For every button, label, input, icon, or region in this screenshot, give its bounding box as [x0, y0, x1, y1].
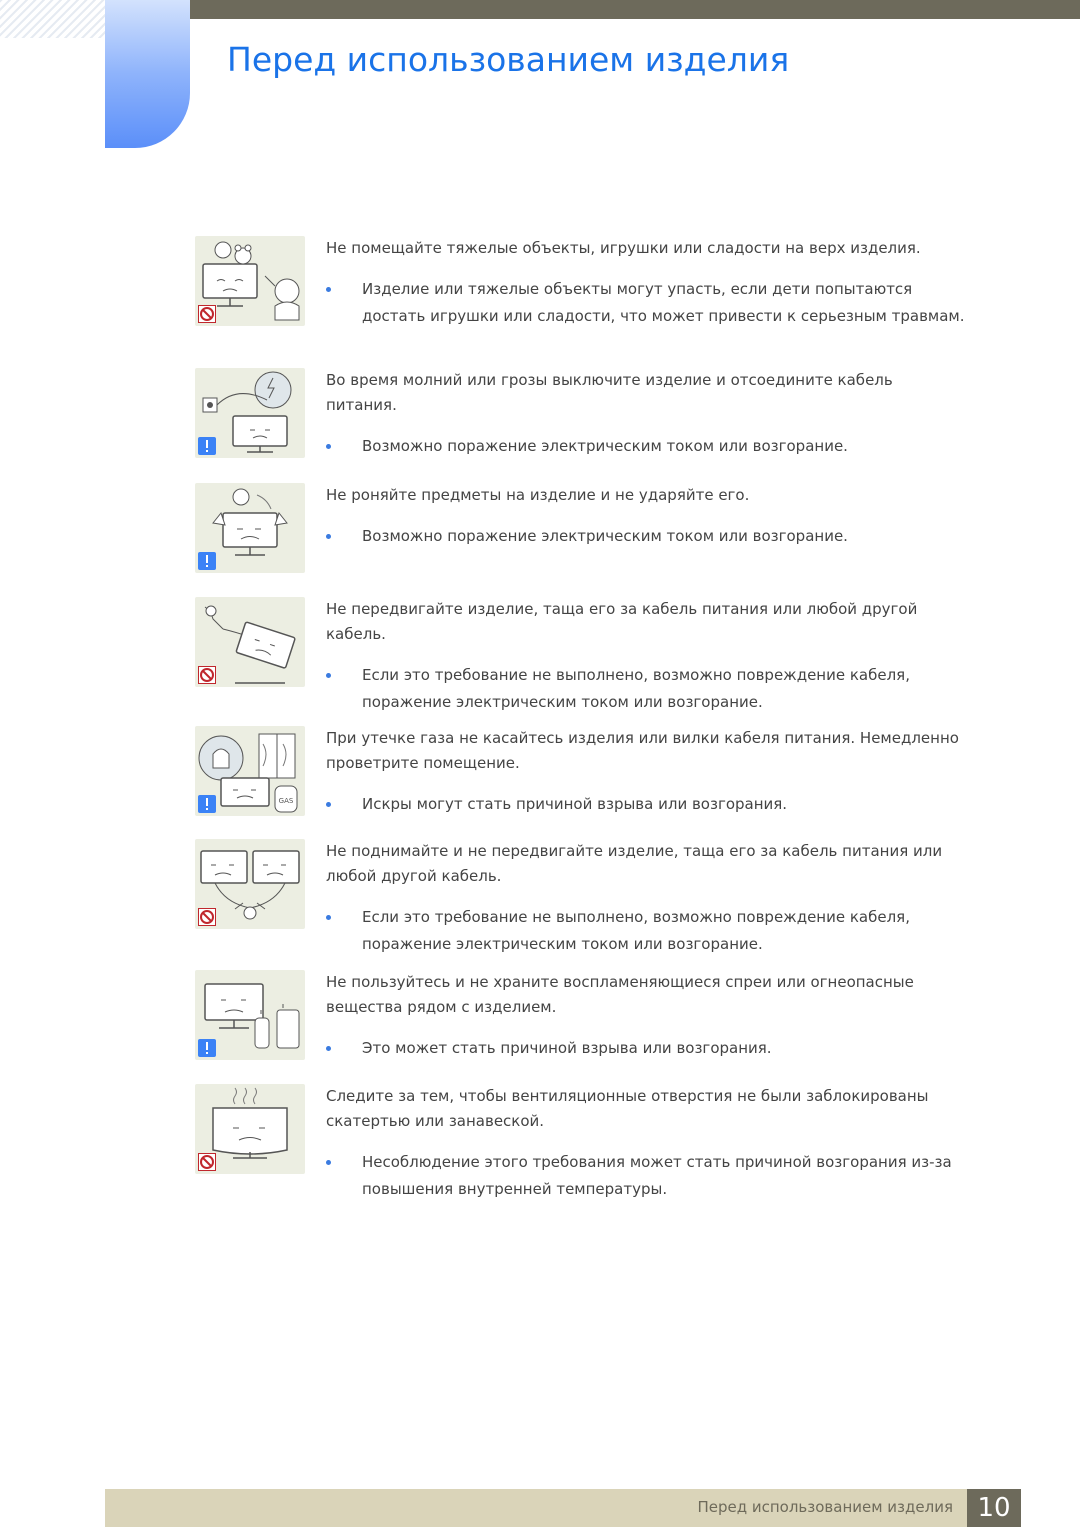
consequence-bullet: Искры могут стать причиной взрыва или возгорания.	[326, 791, 966, 818]
caution-icon	[198, 1039, 216, 1057]
consequence-bullet: Это может стать причиной взрыва или возгорания.	[326, 1035, 966, 1062]
instruction-text: Не помещайте тяжелые объекты, игрушки или сладости на верх изделия.	[326, 239, 921, 257]
prohibited-icon	[198, 305, 216, 323]
illustration-pulling-by-cable	[195, 597, 305, 687]
header-bar	[190, 0, 1080, 19]
footer-bar	[105, 1489, 967, 1527]
instruction-text: Следите за тем, чтобы вентиляционные отверстия не были заблокированы скатертью или занавеской.	[326, 1087, 929, 1130]
consequence-bullet: Если это требование не выполнено, возможно повреждение кабеля, поражение электрическим током или возгорание.	[326, 904, 966, 958]
instruction-text: Не поднимайте и не передвигайте изделие, таща его за кабель питания или любой другой кабель.	[326, 842, 943, 885]
consequence-bullet: Если это требование не выполнено, возможно повреждение кабеля, поражение электрическим током или возгорание.	[326, 662, 966, 716]
caution-icon	[198, 795, 216, 813]
instruction-text: Не роняйте предметы на изделие и не ударяйте его.	[326, 486, 750, 504]
illustration-flammable-spray	[195, 970, 305, 1060]
caution-icon	[198, 437, 216, 455]
consequence-bullet: Несоблюдение этого требования может стать причиной возгорания из-за повышения внутренней температуры.	[326, 1149, 966, 1203]
page-number: 10	[967, 1489, 1021, 1527]
consequence-bullet: Возможно поражение электрическим током или возгорание.	[326, 523, 966, 550]
prohibited-icon	[198, 1153, 216, 1171]
header-hatch-decoration	[0, 0, 105, 38]
instruction-text: При утечке газа не касайтесь изделия или вилки кабеля питания. Немедленно проветрите помещение.	[326, 729, 959, 772]
illustration-toys-on-monitor	[195, 236, 305, 326]
instruction-text: Не передвигайте изделие, таща его за кабель питания или любой другой кабель.	[326, 600, 918, 643]
illustration-unplug-during-storm	[195, 368, 305, 458]
consequence-bullet: Возможно поражение электрическим током или возгорание.	[326, 433, 966, 460]
prohibited-icon	[198, 666, 216, 684]
instruction-text: Не пользуйтесь и не храните воспламеняющиеся спреи или огнеопасные вещества рядом с изделием.	[326, 973, 914, 1016]
gas-cylinder-label: GAS	[278, 797, 294, 805]
illustration-covered-vents	[195, 1084, 305, 1174]
illustration-lifting-by-cable	[195, 839, 305, 929]
header-tab-decoration	[105, 0, 190, 148]
caution-icon	[198, 552, 216, 570]
illustration-object-hitting-monitor	[195, 483, 305, 573]
prohibited-icon	[198, 908, 216, 926]
instruction-text: Во время молний или грозы выключите изделие и отсоедините кабель питания.	[326, 371, 893, 414]
page-title: Перед использованием изделия	[227, 40, 790, 79]
consequence-bullet: Изделие или тяжелые объекты могут упасть, если дети попытаются достать игрушки или сладости, что может привести к серьезным травмам.	[326, 276, 966, 330]
illustration-gas-leak	[195, 726, 305, 816]
footer-section-title: Перед использованием изделия	[697, 1498, 953, 1516]
